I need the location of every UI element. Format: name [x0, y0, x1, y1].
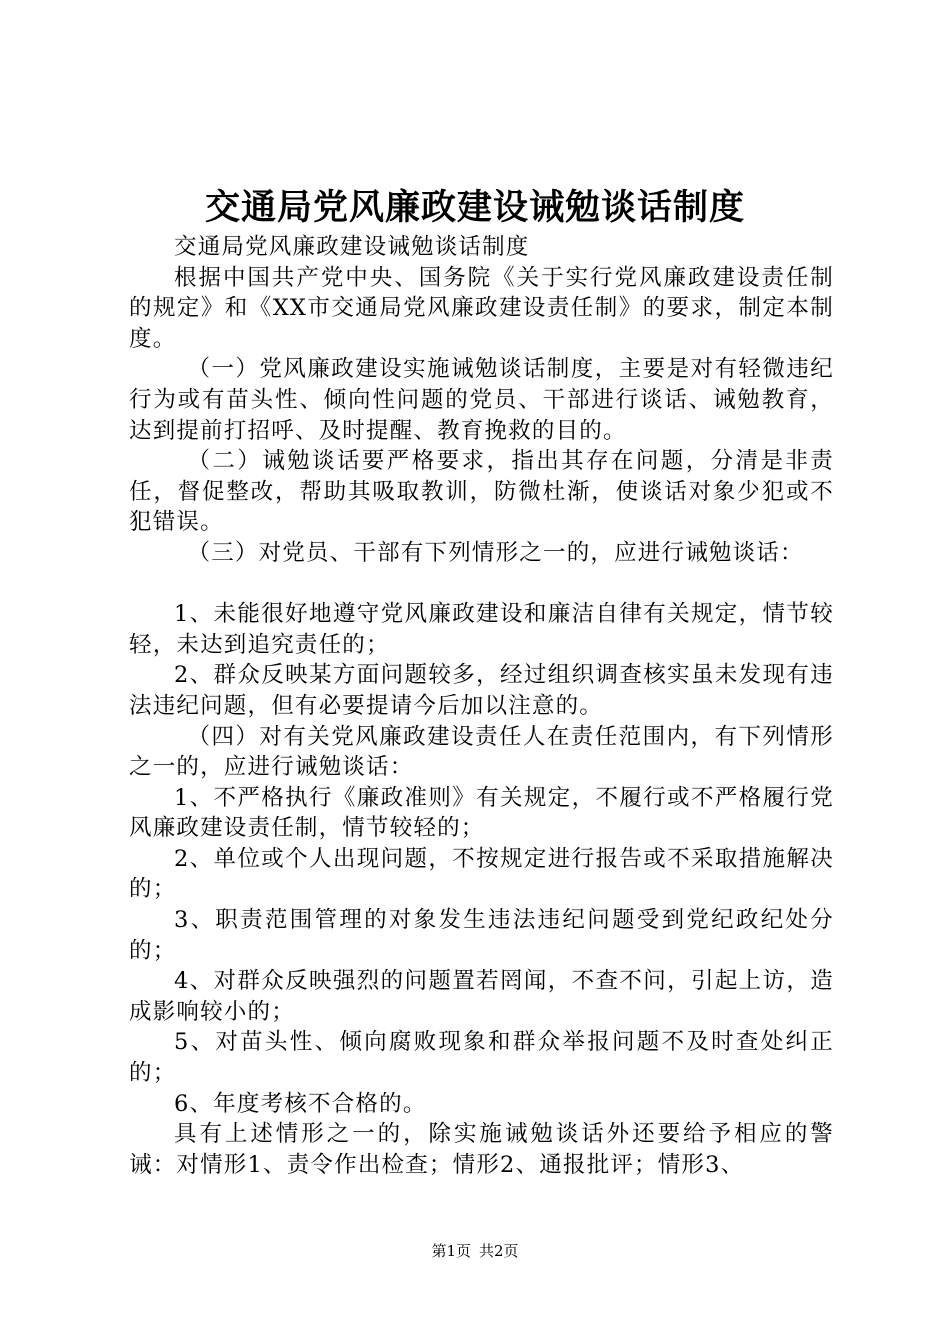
- clause-3-paragraph: （三）对党员、干部有下列情形之一的，应进行诫勉谈话：: [187, 539, 804, 566]
- document-title: 交通局党风廉政建设诫勉谈话制度: [204, 187, 745, 228]
- clause-4-item-5: 5、对苗头性、倾向腐败现象和群众举报问题不及时查处纠正的；: [129, 1029, 834, 1087]
- clause-4-paragraph: （四）对有关党风廉政建设责任人在责任范围内，有下列情形之一的，应进行诫勉谈话：: [129, 723, 834, 781]
- page-footer: [0, 1240, 950, 1262]
- clause-4-item-6: 6、年度考核不合格的。: [174, 1090, 427, 1117]
- clause-3-item-2: 2、群众反映某方面问题较多，经过组织调查核实虽未发现有违法违纪问题，但有必要提请今后加以注意的。: [129, 662, 834, 719]
- clause-1-paragraph: （一）党风廉政建设实施诫勉谈话制度，主要是对有轻微违纪行为或有苗头性、倾向性问题的党员、干部进行谈话、诫勉教育，达到提前打招呼、及时提醒、教育挽救的目的。: [129, 356, 834, 444]
- clause-3-item-1: 1、未能很好地遵守党风廉政建设和廉洁自律有关规定，情节较轻，未达到追究责任的；: [129, 601, 834, 658]
- document-body: [129, 232, 834, 1180]
- blank-line: [129, 569, 834, 600]
- subtitle-paragraph: 交通局党风廉政建设诫勉谈话制度: [174, 234, 530, 260]
- clause-2-paragraph: （二）诫勉谈话要严格要求，指出其存在问题，分清是非责任，督促整改，帮助其吸取教训，防微杜渐，使谈话对象少犯或不犯错误。: [129, 448, 834, 536]
- clause-4-item-1: 1、不严格执行《廉政准则》有关规定，不履行或不严格履行党风廉政建设责任制，情节较轻的；: [129, 784, 834, 842]
- intro-paragraph: 根据中国共产党中央、国务院《关于实行党风廉政建设责任制的规定》和《XX市交通局党风廉政建设责任制》的要求，制定本制度。: [129, 264, 834, 352]
- page-total: 共2页: [479, 1242, 519, 1260]
- clause-4-item-3: 3、职责范围管理的对象发生违法违纪问题受到党纪政纪处分的；: [129, 907, 834, 964]
- page-number: 第1页: [431, 1242, 471, 1260]
- warning-paragraph: 具有上述情形之一的，除实施诫勉谈话外还要给予相应的警诫：对情形1、责令作出检查；情形2、通报批评；情形3、: [129, 1121, 834, 1178]
- clause-4-item-4: 4、对群众反映强烈的问题置若罔闻，不查不问，引起上访，造成影响较小的；: [129, 968, 834, 1025]
- clause-4-item-2: 2、单位或个人出现问题，不按规定进行报告或不采取措施解决的；: [129, 845, 834, 903]
